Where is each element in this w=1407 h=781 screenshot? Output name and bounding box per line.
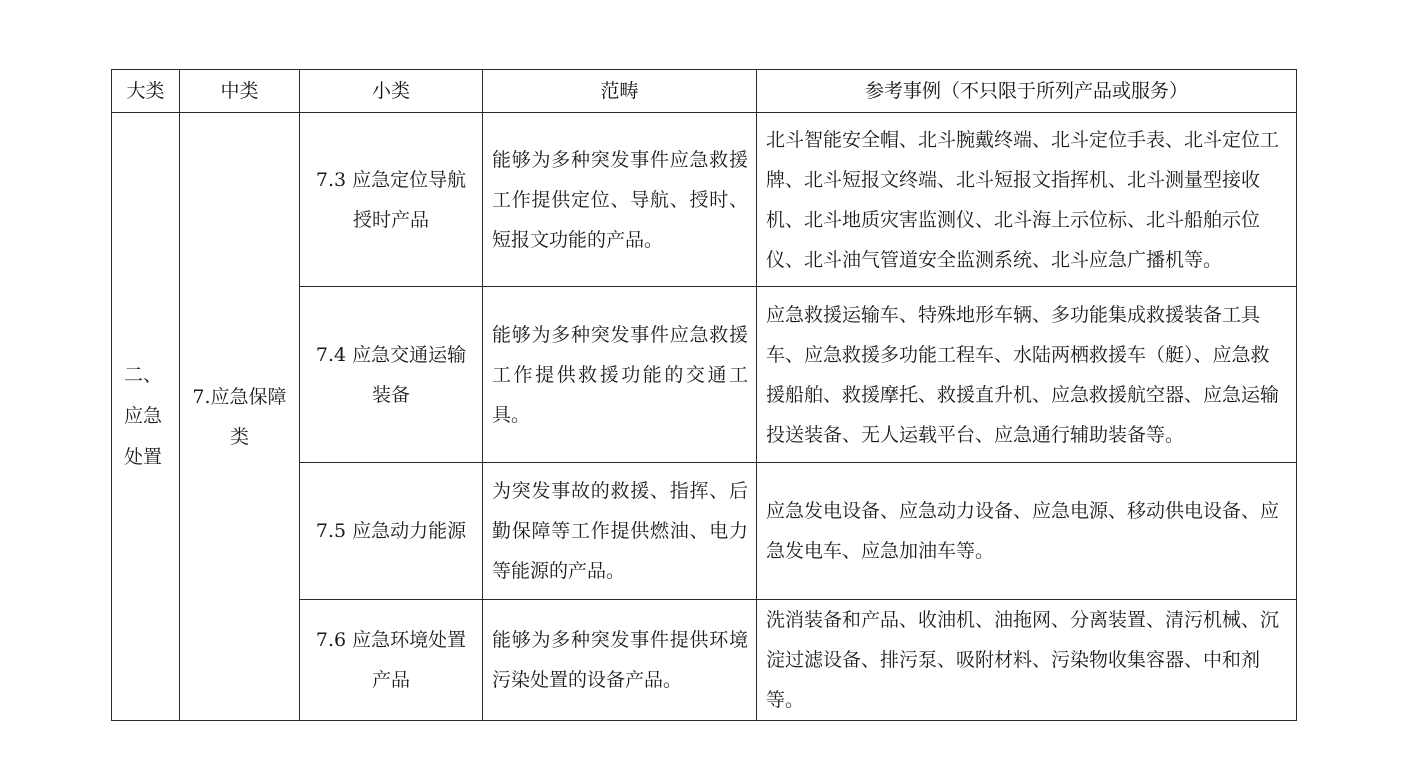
examples-cell: 应急救援运输车、特殊地形车辆、多功能集成救援装备工具车、应急救援多功能工程车、水陆两栖救援车（艇）、应急救援船舶、救援摩托、救援直升机、应急救援航空器、应急运输投送装备、无人运载平台、应急通行辅助装备等。 — [757, 287, 1297, 463]
mid-category-line: 7.应急保障 — [192, 385, 287, 408]
minor-category-line: 7.6 应急环境处置 — [315, 629, 467, 651]
major-category-cell — [112, 113, 180, 721]
mid-category-cell — [180, 113, 300, 721]
scope-cell: 能够为多种突发事件提供环境污染处置的设备产品。 — [483, 600, 757, 721]
major-category-line: 处置 — [124, 446, 163, 468]
minor-category-cell — [300, 287, 483, 463]
major-category-line: 应急 — [124, 405, 163, 427]
scope-cell: 为突发事故的救援、指挥、后勤保障等工作提供燃油、电力等能源的产品。 — [483, 463, 757, 600]
examples-cell: 北斗智能安全帽、北斗腕戴终端、北斗定位手表、北斗定位工牌、北斗短报文终端、北斗短报文指挥机、北斗测量型接收机、北斗地质灾害监测仪、北斗海上示位标、北斗船舶示位仪、北斗油气管道安全监测系统、北斗应急广播机等。 — [757, 113, 1297, 287]
minor-category-cell — [300, 113, 483, 287]
product-category-table — [111, 69, 1297, 721]
header-examples: 参考事例（不只限于所列产品或服务） — [757, 70, 1297, 113]
header-scope: 范畴 — [483, 70, 757, 113]
minor-category-line: 产品 — [371, 669, 410, 691]
header-major-category: 大类 — [112, 70, 180, 113]
minor-category-cell — [300, 600, 483, 721]
header-mid-category: 中类 — [180, 70, 300, 113]
header-minor-category: 小类 — [300, 70, 483, 113]
minor-category-cell — [300, 463, 483, 600]
minor-category-line: 7.3 应急定位导航 — [315, 168, 467, 191]
scope-cell: 能够为多种突发事件应急救援工作提供定位、导航、授时、短报文功能的产品。 — [483, 113, 757, 287]
mid-category-line: 类 — [229, 425, 249, 448]
minor-category-line: 装备 — [371, 383, 410, 406]
minor-category-line: 7.4 应急交通运输 — [315, 343, 467, 366]
examples-cell: 应急发电设备、应急动力设备、应急电源、移动供电设备、应急发电车、应急加油车等。 — [757, 463, 1297, 600]
examples-cell: 洗消装备和产品、收油机、油拖网、分离装置、清污机械、沉淀过滤设备、排污泵、吸附材料、污染物收集容器、中和剂等。 — [757, 600, 1297, 721]
scope-cell: 能够为多种突发事件应急救援工作提供救援功能的交通工具。 — [483, 287, 757, 463]
minor-category-line: 7.5 应急动力能源 — [315, 520, 467, 542]
table-row — [112, 113, 1297, 287]
table-header-row — [112, 70, 1297, 113]
major-category-line: 二、 — [124, 364, 163, 386]
minor-category-line: 授时产品 — [352, 208, 429, 231]
